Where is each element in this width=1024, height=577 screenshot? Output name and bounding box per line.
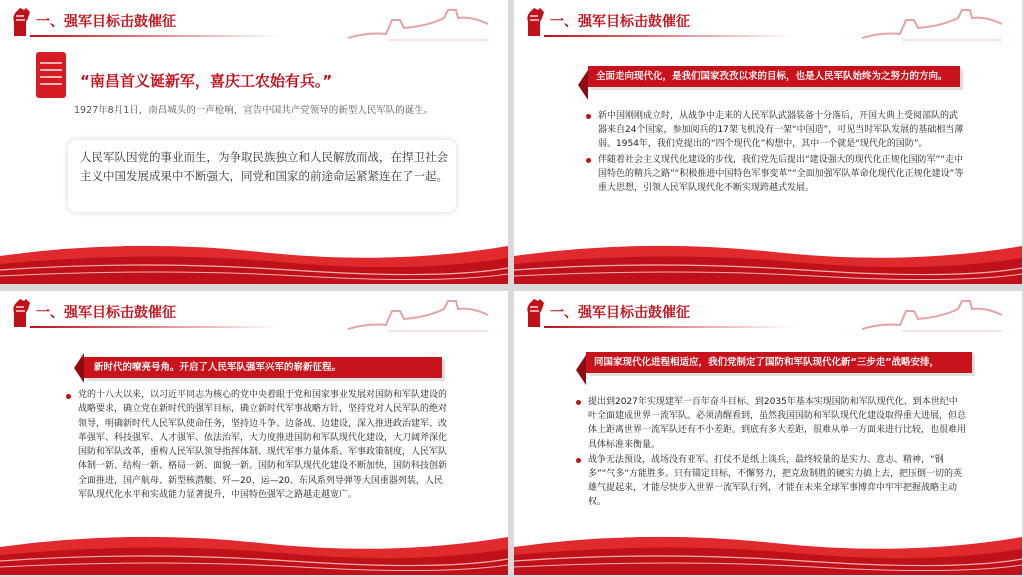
slide-4 (514, 291, 1022, 575)
title-underline (30, 326, 280, 328)
great-wall-icon (862, 4, 1002, 44)
title-underline (544, 35, 794, 37)
bullet-dot-icon (576, 400, 581, 405)
title-underline (30, 35, 280, 37)
title-underline (544, 326, 794, 328)
notebook-icon (36, 52, 66, 98)
fist-icon (522, 297, 546, 327)
great-wall-icon (862, 295, 1002, 335)
bullet-list (576, 395, 966, 511)
intro-text: 1927年8月1日，南昌城头的一声枪响，宣告中国共产党领导的新型人民军队的诞生。 (74, 105, 434, 116)
quote-heading: “南昌首义诞新军，喜庆工农始有兵。” (80, 72, 333, 90)
list-item: 伴随着社会主义现代化建设的步伐，我们党先后提出“建设强大的现代化正规化国防军”“走中国特色的精兵之路”“积极推进中国特色军事变革”“全面加强军队革命化现代化正规化建设”等重大思想，引领人民军队现代化不断实现跨越式发展。 (586, 153, 966, 196)
highlight-banner: 同国家现代化进程相适应，我们党制定了国防和军队现代化新“三步走”战略安排， (586, 352, 972, 373)
banner-arrow (74, 353, 84, 383)
fist-icon (522, 6, 546, 36)
slide-2 (514, 0, 1022, 284)
great-wall-icon (348, 295, 488, 335)
slide-3 (0, 291, 508, 575)
bullet-dot-icon (586, 114, 591, 119)
highlight-banner: 新时代的嘹亮号角。开启了人民军队强军兴军的崭新征程。 (84, 357, 442, 378)
body-text: 党的十八大以来，以习近平同志为核心的党中央着眼于党和国家事业发展对国防和军队建设的战略要求，确立党在新时代的强军目标，确立新时代军事战略方针，坚持党对人民军队的绝对领导，明确新时代人民军队使命任务，坚持边斗争、边备战、边建设，深入推进政治建军、改革强军、科技强军、人才强军、依法治军，大力度推进国防和军队现代化建设，大刀阔斧深化国防和军队改革，重构人民军队领导指挥体制、现代军事力量体系、军事政策制度，人民军队体制一新、结构一新、格局一新、面貌一新。国防和军队现代化建设不断加快，国防科技创新全面推进，国产航母、新型核潜艇、歼—20、运—20、东风系列导弹等大国重器列装，人民军队现代化水平和实战能力显著提升，中国特色强军之路越走越宽广。 (78, 390, 448, 501)
slide-header (514, 0, 1022, 46)
card-text: 人民军队因党的事业而生，为争取民族独立和人民解放而战，在捍卫社会主义中国发展成果中不断强大，同党和国家的前途命运紧紧连在了一起。 (80, 150, 448, 183)
slide-header (0, 291, 508, 337)
red-wave-decoration (514, 529, 1022, 575)
slide-header (514, 291, 1022, 337)
bullet-dot-icon (66, 394, 71, 399)
page-title: 一、强军目标击鼓催征 (550, 14, 690, 30)
fist-icon (8, 297, 32, 327)
bullet-dot-icon (586, 158, 591, 163)
red-wave-decoration (0, 529, 508, 575)
list-item: 新中国刚刚成立时，从战争中走来的人民军队武器装备十分落后，开国大典上受阅部队的武器来自24个国家，参加阅兵的17架飞机没有一架“中国造”，可见当时军队发展的基础相当薄弱。1954年，我们党提出的“四个现代化”构想中，其中一个就是“现代化的国防”。 (586, 109, 966, 152)
list-item: 提出到2027年实现建军一百年奋斗目标、到2035年基本实现国防和军队现代化、到本世纪中叶全面建成世界一流军队。必须清醒看到，虽然我国国防和军队现代化建设取得重大进展，但总体上距离世界一流军队还有不小差距。到底有多大差距，很难从单一方面来进行比较，也很难用具体标准来衡量。 (576, 395, 966, 452)
page-title: 一、强军目标击鼓催征 (550, 305, 690, 321)
list-item: 战争无法预设，战场没有亚军。打仗不是纸上谈兵，最终较量的是实力、意志、精神，“钢多”“气多”方能胜多。只有锚定目标，不懈努力，把克敌制胜的硬实力搞上去，把压倒一切的英雄气提起来，才能尽快步入世界一流军队行列，才能在未来全球军事博弈中牢牢把握战略主动权。 (576, 453, 966, 510)
red-wave-decoration (514, 238, 1022, 284)
banner-arrow (576, 355, 586, 385)
red-wave-decoration (0, 238, 508, 284)
page-title: 一、强军目标击鼓催征 (36, 14, 176, 30)
slide-header (0, 0, 508, 46)
fist-icon (8, 6, 32, 36)
slide-1 (0, 0, 508, 284)
bullet-dot-icon (576, 458, 581, 463)
page-title: 一、强军目标击鼓催征 (36, 305, 176, 321)
bullet-list (586, 109, 966, 196)
highlight-banner: 全面走向现代化，是我们国家孜孜以求的目标，也是人民军队始终为之努力的方向。 (588, 66, 960, 87)
banner-arrow (578, 70, 588, 100)
content-card (68, 140, 456, 212)
great-wall-icon (348, 4, 488, 44)
